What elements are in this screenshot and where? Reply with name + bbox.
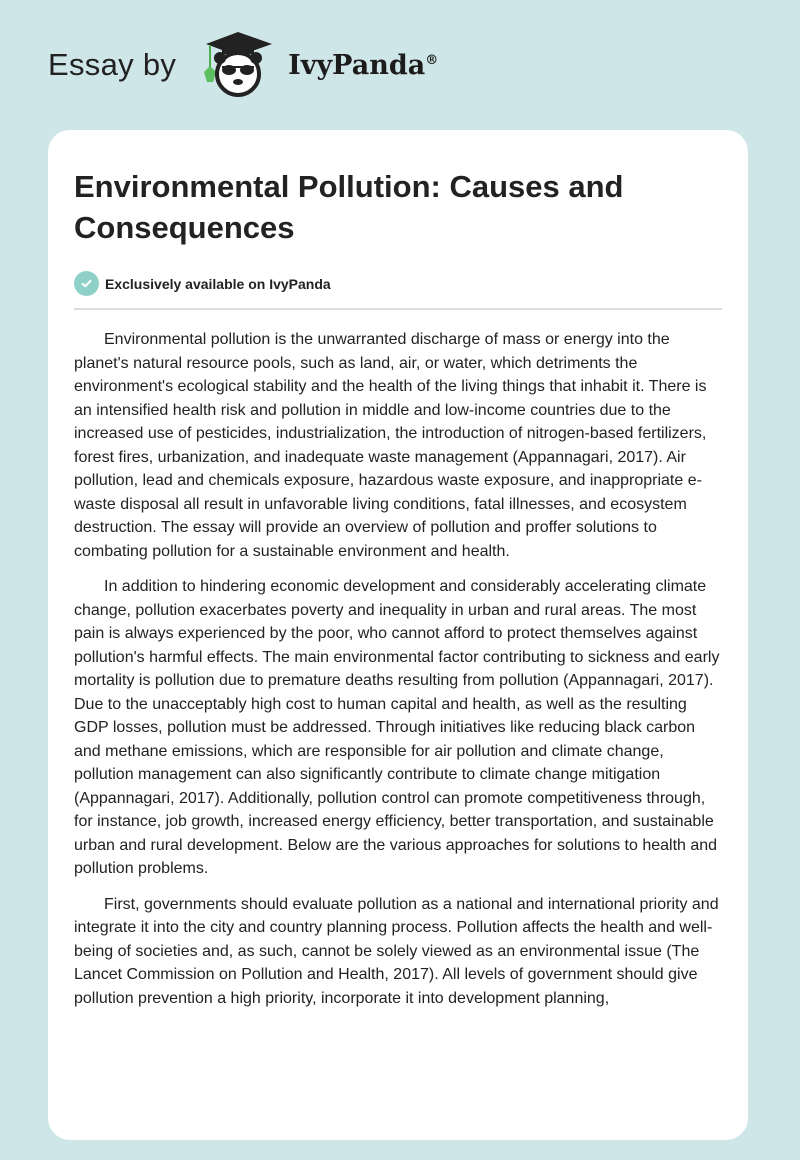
badge-text: Exclusively available on IvyPanda bbox=[105, 275, 331, 292]
exclusive-badge bbox=[74, 271, 722, 296]
brand-text: IvyPanda bbox=[288, 49, 426, 81]
essay-body bbox=[74, 328, 722, 1010]
essay-card bbox=[48, 130, 748, 1140]
essay-title: Environmental Pollution: Causes and Consequences bbox=[74, 169, 624, 245]
divider bbox=[74, 308, 722, 310]
paragraph: Environmental pollution is the unwarranted discharge of mass or energy into the planet's natural resource pools, such as land, air, or water, which detriments the environment's ecological stability and the health of the living things that inhabit it. There is an intensified health risk and pollution in middle and low-income countries due to the increased use of pesticides, industrialization, the introduction of nitrogen-based fertilizers, forest fires, urbanization, and inadequate waste management (Appannagari, 2017). Air pollution, lead and chemicals exposure, hazardous waste exposure, and inappropriate e-waste disposal all result in unfavorable living conditions, fatal illnesses, and ecosystem destruction. The essay will provide an overview of pollution and proffer solutions to combating pollution for a sustainable environment and health. bbox=[74, 331, 707, 560]
check-icon bbox=[74, 271, 99, 296]
site-header bbox=[48, 30, 438, 100]
brand-name[interactable] bbox=[288, 50, 438, 81]
paragraph: First, governments should evaluate pollution as a national and international priority and integrate it into the city and country planning process. Pollution affects the health and well-being of societies and, as such, cannot be solely viewed as an environmental issue (The Lancet Commission on Pollution and Health, 2017). All levels of government should give pollution prevention a high priority, incorporate it into development planning, bbox=[74, 895, 719, 1007]
paragraph: In addition to hindering economic development and considerably accelerating climate change, pollution exacerbates poverty and inequality in urban and rural areas. The most pain is always experienced by the poor, who cannot afford to protect themselves against pollution's harmful effects. The main environmental factor contributing to sickness and early mortality is pollution due to premature deaths resulting from pollution (Appannagari, 2017). Due to the unacceptably high cost to human capital and health, as well as the resulting GDP losses, pollution must be addressed. Through initiatives like reducing black carbon and methane emissions, which are responsible for air pollution and climate change, pollution management can also significantly contribute to climate change mitigation (Appannagari, 2017). Additionally, pollution control can promote competitiveness through, for instance, job growth, increased energy efficiency, better transportation, and sustainable urban and rural development. Below are the various approaches for solutions to health and pollution problems. bbox=[74, 578, 720, 877]
registered-mark: ® bbox=[425, 52, 439, 68]
ivypanda-logo-icon[interactable] bbox=[194, 30, 278, 100]
essay-by-label: Essay by bbox=[48, 47, 177, 82]
